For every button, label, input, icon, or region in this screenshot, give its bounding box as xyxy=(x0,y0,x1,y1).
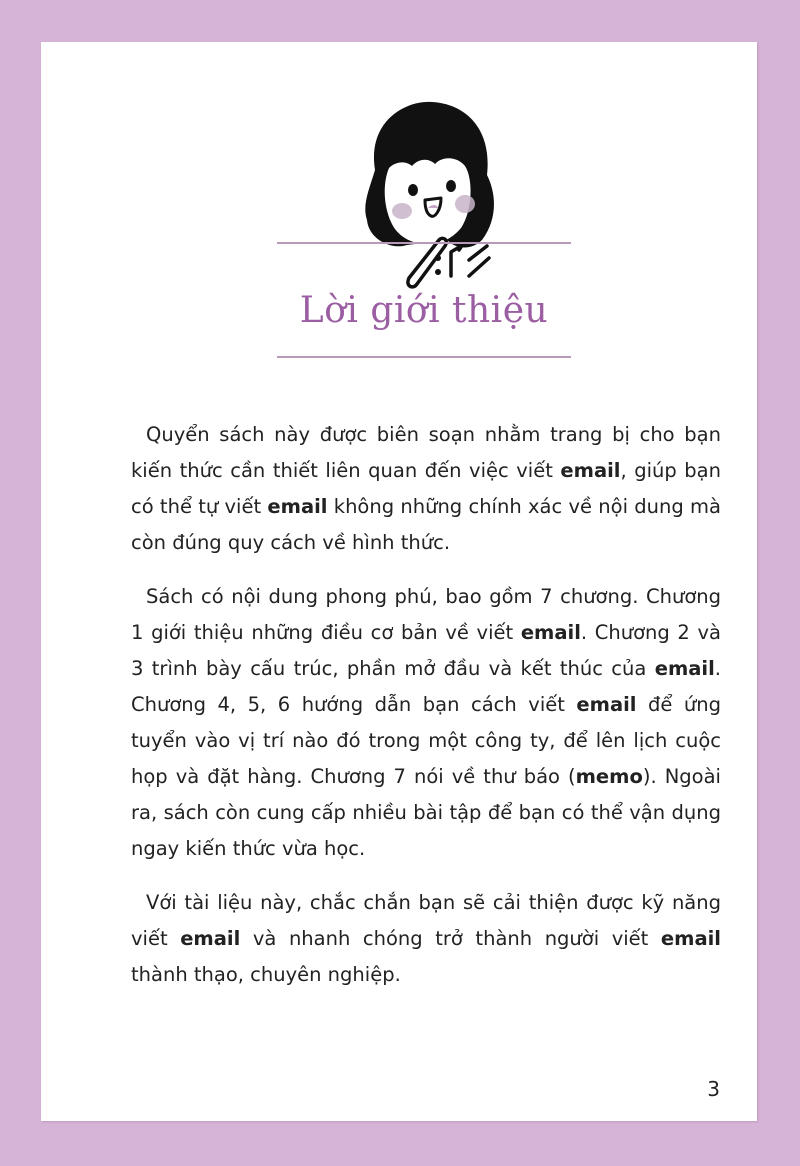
bold-term: email xyxy=(520,621,581,644)
page-title: Lời giới thiệu xyxy=(299,290,549,331)
body-text xyxy=(131,417,721,1011)
bold-term: email xyxy=(180,927,241,950)
paragraph-1 xyxy=(131,417,721,561)
text-segment: ). Ngoài ra, sách còn cung cấp nhiều bài tập để bạn có thể vận dụng ngay kiến thức vừa học. xyxy=(131,765,721,860)
text-segment: Quyển sách này được biên soạn nhằm trang bị cho bạn kiến thức cần thiết liên quan đến việc viết xyxy=(131,423,721,482)
bold-term: email xyxy=(654,657,715,680)
text-segment: . Chương 2 và 3 trình bày cấu trúc, phần mở đầu và kết thúc của xyxy=(131,621,721,680)
heading-rule-top xyxy=(277,242,571,244)
book-page xyxy=(41,42,757,1121)
text-segment: , giúp bạn có thể tự viết xyxy=(131,459,721,518)
text-segment: Sách có nội dung phong phú, bao gồm 7 chương. Chương 1 giới thiệu những điều cơ bản về viết xyxy=(131,585,721,644)
text-segment: . Chương 4, 5, 6 hướng dẫn bạn cách viết xyxy=(131,657,721,716)
bold-term: email xyxy=(660,927,721,950)
text-segment: để ứng tuyển vào vị trí nào đó trong một công ty, để lên lịch cuộc họp và đặt hàng. Chương 7 nói về thư báo ( xyxy=(131,693,721,788)
bold-term: email xyxy=(267,495,328,518)
page-number: 3 xyxy=(707,1077,720,1101)
text-segment: Với tài liệu này, chắc chắn bạn sẽ cải thiện được kỹ năng viết xyxy=(131,891,721,950)
text-segment: thành thạo, chuyên nghiệp. xyxy=(131,963,401,986)
paragraph-3 xyxy=(131,885,721,993)
text-segment: không những chính xác về nội dung mà còn đúng quy cách về hình thức. xyxy=(131,495,721,554)
heading-rule-bottom xyxy=(277,356,571,358)
bold-term: memo xyxy=(575,765,643,788)
paragraph-2 xyxy=(131,579,721,867)
bold-term: email xyxy=(560,459,621,482)
text-segment: và nhanh chóng trở thành người viết xyxy=(240,927,661,950)
bold-term: email xyxy=(576,693,637,716)
girl-with-phone-icon xyxy=(347,100,507,290)
